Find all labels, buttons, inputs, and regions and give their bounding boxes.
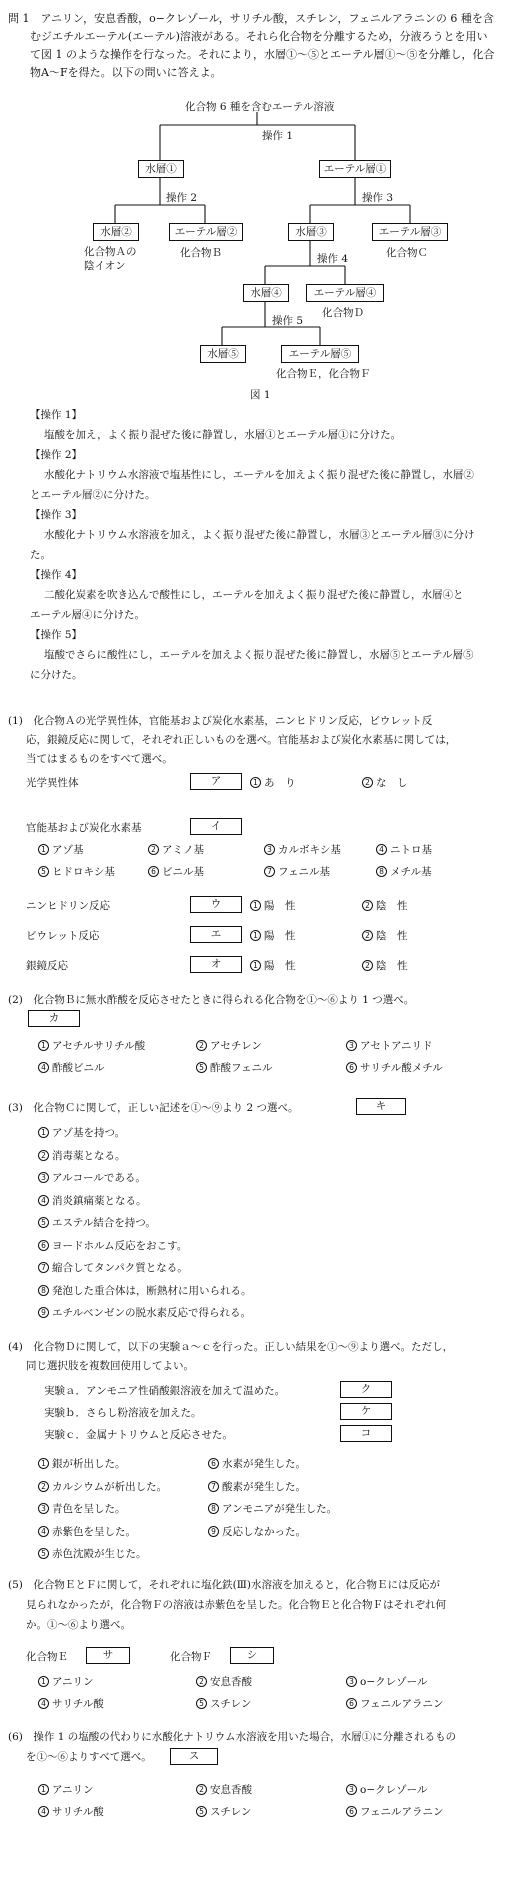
ether-layer-2: エーテル層② [169,223,243,241]
q3-option-8[interactable]: 8 発泡した重合体は，断熱材に用いられる。 [38,1280,252,1303]
option-nashi[interactable]: 2 な し [362,775,408,790]
q4-option-2[interactable]: 2 カルシウムが析出した。 [38,1476,167,1499]
q1-text: (1) 化合物Ａの光学異性体，官能基および炭化水素基，ニンヒドリン反応，ビウレット反 応，銀鏡反応に関して，それぞれ正しいものを選べ。官能基および炭化水素基に関しては， 当てはまるものをすべて選べ。 [8,715,457,765]
q2-option-1[interactable]: 1 アセチルサリチル酸 [38,1038,145,1053]
answer-box-su[interactable]: ス [170,1748,218,1765]
q3-option-4[interactable]: 4 消炎鎮痛薬となる。 [38,1190,252,1213]
q2-option-5[interactable]: 5 酢酸フェニル [196,1060,272,1075]
ether-layer-5: エーテル層⑤ [281,345,359,363]
answer-box-ko[interactable]: コ [340,1425,392,1442]
op5-label: 操作 5 [272,315,304,327]
op1-label: 操作 1 [262,130,294,142]
op2-heading: 【操作 2】 [30,449,83,461]
diagram-root-label: 化合物 6 種を含むエーテル溶液 [185,101,335,113]
q4-option-3[interactable]: 3 青色を呈した。 [38,1498,167,1521]
aqueous-layer-1: 水層① [138,160,184,178]
q4-text: (4) 化合物Ｄに関して，以下の実験ａ〜ｃを行った。正しい結果を①〜⑨より選べ。ただし， 同じ選択肢を複数回使用してよい。 [8,1341,454,1372]
separation-diagram [0,0,515,420]
answer-box-ki[interactable]: キ [356,1098,406,1115]
compound-ef-label: 化合物Ｅ，化合物Ｆ [276,368,371,380]
answer-box-i[interactable]: イ [190,818,242,835]
compound-a-label: 化合物Ａの 陰イオン [84,246,137,272]
aqueous-layer-2: 水層② [93,223,139,241]
experiment-c: 実験ｃ．金属ナトリウムと反応させた。 [44,1429,233,1441]
aqueous-layer-5: 水層⑤ [200,345,246,363]
q6-option-4[interactable]: 4 サリチル酸 [38,1804,104,1819]
q5-option-1[interactable]: 1 アニリン [38,1674,93,1689]
q2-option-6[interactable]: 6 サリチル酸メチル [346,1060,443,1075]
aqueous-layer-3: 水層③ [288,223,334,241]
q3-option-3[interactable]: 3 アルコールである。 [38,1167,252,1190]
q5-option-4[interactable]: 4 サリチル酸 [38,1696,104,1711]
q4-option-4[interactable]: 4 赤紫色を呈した。 [38,1521,167,1544]
q3-options [38,1122,252,1325]
answer-box-sa[interactable]: サ [86,1647,130,1664]
q2-option-3[interactable]: 3 アセトアニリド [346,1038,433,1053]
q4-option-7[interactable]: 7 酸素が発生した。 [208,1476,337,1499]
q3-option-9[interactable]: 9 エチルベンゼンの脱水素反応で得られる。 [38,1302,252,1325]
ether-layer-4: エーテル層④ [306,284,384,302]
q5-text: (5) 化合物ＥとＦに関して，それぞれに塩化鉄(Ⅲ)水溶液を加えると，化合物Ｅには反応が 見られなかったが，化合物Ｆの溶液は赤紫色を呈した。化合物Ｅと化合物Ｆはそれぞれ何 か。①〜⑥より選べ。 [8,1579,446,1631]
q6-text: (6) 操作 1 の塩酸の代わりに水酸化ナトリウム水溶液を用いた場合，水層①に分離されるもの を①〜⑥よりすべて選べ。 [8,1731,457,1763]
q5-option-2[interactable]: 2 安息香酸 [196,1674,252,1689]
op5-heading: 【操作 5】 [30,629,83,641]
func-option-3[interactable]: 3 カルボキシ基 [264,842,341,857]
experiment-a: 実験ａ．アンモニア性硝酸銀溶液を加えて温めた。 [44,1385,286,1397]
func-option-1[interactable]: 1 アゾ基 [38,842,84,857]
diagram-lines [0,0,515,420]
answer-box-u[interactable]: ウ [190,896,242,913]
figure-caption: 図 1 [250,389,271,401]
q3-option-6[interactable]: 6 ヨードホルム反応をおこす。 [38,1235,252,1258]
q4-option-9[interactable]: 9 反応しなかった。 [208,1521,337,1544]
silver-mirror-negative[interactable]: 2 陰 性 [362,958,408,973]
q2-option-2[interactable]: 2 アセチレン [196,1038,262,1053]
q4-option-5[interactable]: 5 赤色沈殿が生じた。 [38,1543,167,1566]
answer-box-a[interactable]: ア [190,773,242,790]
answer-box-o[interactable]: オ [190,956,242,973]
q5-option-3[interactable]: 3 o−クレゾール [346,1674,427,1689]
option-ari[interactable]: 1 あ り [250,775,296,790]
q3-option-5[interactable]: 5 エステル結合を持つ。 [38,1212,252,1235]
q4-option-8[interactable]: 8 アンモニアが発生した。 [208,1498,337,1521]
compound-e-label: 化合物Ｅ [26,1651,68,1663]
answer-box-ku[interactable]: ク [340,1381,392,1398]
ether-layer-3: エーテル層③ [372,223,448,241]
answer-box-shi[interactable]: シ [230,1647,274,1664]
op2-label: 操作 2 [166,192,198,204]
q2-option-4[interactable]: 4 酢酸ビニル [38,1060,105,1075]
biuret-label: ビウレット反応 [26,930,100,942]
compound-c-label: 化合物Ｃ [386,247,428,259]
q6-option-6[interactable]: 6 フェニルアラニン [346,1804,443,1819]
q3-option-1[interactable]: 1 アゾ基を持つ。 [38,1122,252,1145]
func-option-4[interactable]: 4 ニトロ基 [376,842,432,857]
question-number: 問 1 [8,12,30,25]
aqueous-layer-4: 水層④ [243,284,289,302]
ninhydrin-positive[interactable]: 1 陽 性 [250,898,296,913]
q4-options-left [38,1453,167,1566]
q5-option-5[interactable]: 5 スチレン [196,1696,251,1711]
q6-option-1[interactable]: 1 アニリン [38,1782,93,1797]
biuret-positive[interactable]: 1 陽 性 [250,928,296,943]
biuret-negative[interactable]: 2 陰 性 [362,928,408,943]
ninhydrin-label: ニンヒドリン反応 [26,900,110,912]
func-option-2[interactable]: 2 アミノ基 [148,842,204,857]
silver-mirror-label: 銀鏡反応 [26,960,68,972]
experiment-b: 実験ｂ．さらし粉溶液を加えた。 [44,1407,202,1419]
q3-option-2[interactable]: 2 消毒薬となる。 [38,1145,252,1168]
compound-f-label: 化合物Ｆ [170,1651,212,1663]
op4-label: 操作 4 [317,253,349,265]
answer-box-ka[interactable]: カ [28,1010,80,1027]
optical-isomer-label: 光学異性体 [26,777,79,789]
q6-option-3[interactable]: 3 o−クレゾール [346,1782,427,1797]
q6-option-5[interactable]: 5 スチレン [196,1804,251,1819]
op4-heading: 【操作 4】 [30,569,83,581]
func-option-7[interactable]: 7 フェニル基 [264,864,330,879]
ninhydrin-negative[interactable]: 2 陰 性 [362,898,408,913]
answer-box-e[interactable]: エ [190,926,242,943]
question-intro: 問 1 アニリン，安息香酸，o−クレゾール，サリチル酸，スチレン，フェニルアラニンの 6 種を含 むジエチルエーテル(エーテル)溶液がある。それら化合物を分離するため，分液ろうとを用い て図 1 のような操作を行なった。それにより，水層①〜⑤とエーテル層①〜⑤を分離し，化合 物A〜Fを得た。以下の問いに答えよ。 [8,12,495,79]
q4-option-6[interactable]: 6 水素が発生した。 [208,1453,337,1476]
silver-mirror-positive[interactable]: 1 陽 性 [250,958,296,973]
ether-layer-1: エーテル層① [319,160,391,178]
op1-heading: 【操作 1】 [30,409,83,421]
func-option-5[interactable]: 5 ヒドロキシ基 [38,864,115,879]
q4-option-1[interactable]: 1 銀が析出した。 [38,1453,167,1476]
q5-option-6[interactable]: 6 フェニルアラニン [346,1696,443,1711]
q3-option-7[interactable]: 7 縮合してタンパク質となる。 [38,1257,252,1280]
compound-d-label: 化合物Ｄ [322,307,364,319]
operations-list: 【操作 1】 塩酸を加え，よく振り混ぜた後に静置し，水層①とエーテル層①に分けた。 【操作 2】 水酸化ナトリウム水溶液で塩基性にし，エーテルを加えよく振り混ぜた後に静置し，水層② とエーテル層②に分けた。 【操作 3】 水酸化ナトリウム水溶液を加え，よく振り混ぜた後に静置し，水層③とエーテル層③に分け た。 【操作 4】 二酸化炭素を吹き込んで酸性にし，エーテルを加えよく振り混ぜた後に静置し，水層④と エーテル層④に分けた。 【操作 5】 塩酸でさらに酸性にし，エーテルを加えよく振り混ぜた後に静置し，水層⑤とエーテル層⑤ に分けた。 [30,405,508,685]
functional-group-label: 官能基および炭化水素基 [26,822,142,834]
compound-b-label: 化合物Ｂ [180,247,222,259]
q3-text: (3) 化合物Ｃに関して，正しい記述を①〜⑨より 2 つ選べ。 [8,1102,299,1114]
q4-options-right [208,1453,337,1543]
func-option-6[interactable]: 6 ビニル基 [148,864,204,879]
q6-option-2[interactable]: 2 安息香酸 [196,1782,252,1797]
func-option-8[interactable]: 8 メチル基 [376,864,431,879]
answer-box-ke[interactable]: ケ [340,1403,392,1420]
q2-text: (2) 化合物Ｂに無水酢酸を反応させたときに得られる化合物を①〜⑥より 1 つ選べ。 [8,994,415,1006]
op3-label: 操作 3 [362,192,394,204]
op3-heading: 【操作 3】 [30,509,83,521]
